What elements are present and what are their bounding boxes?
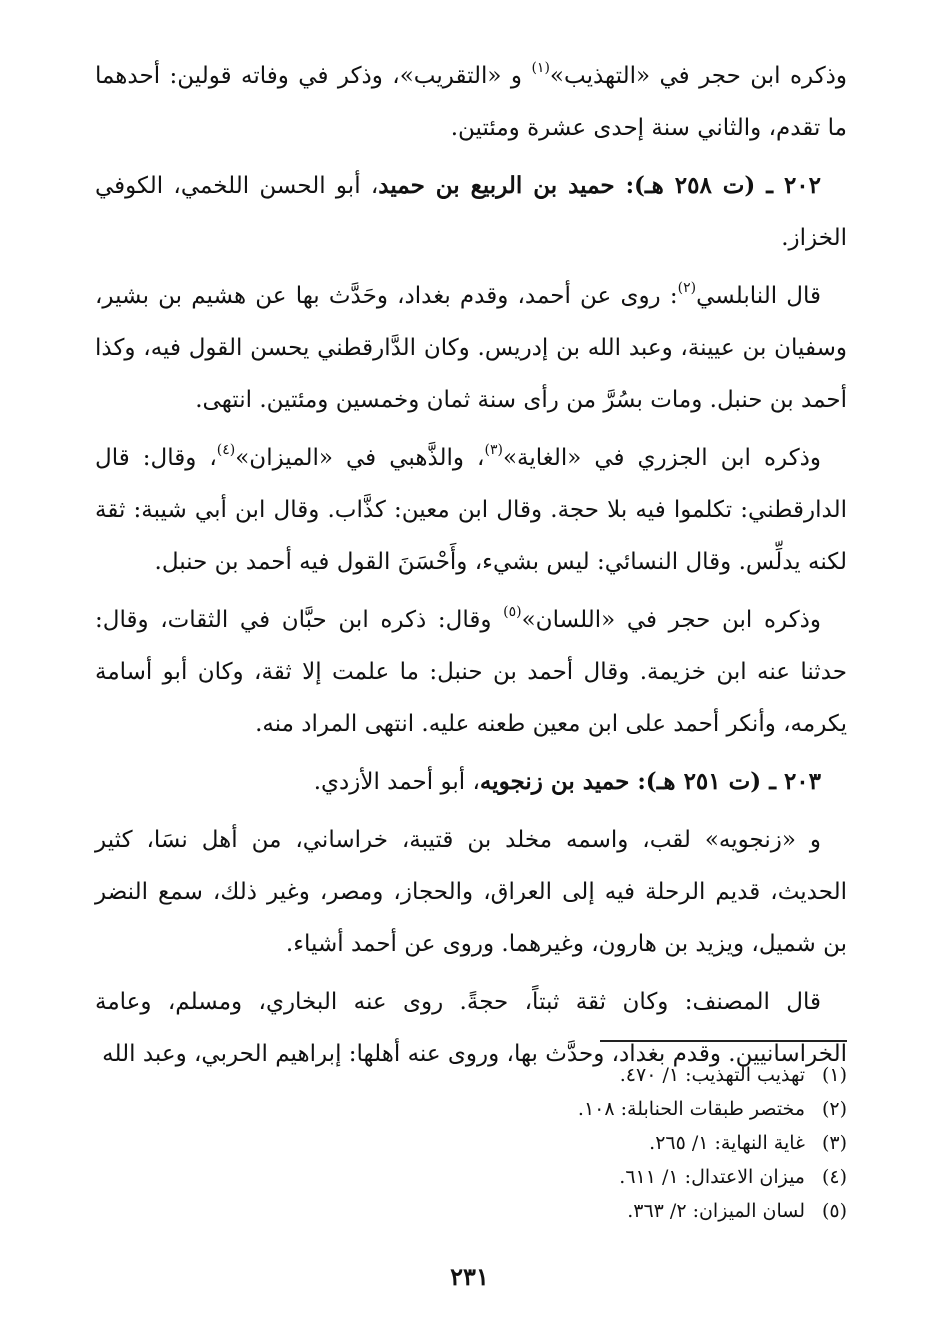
footnote-number: (١) — [821, 1064, 847, 1086]
paragraph-text: ، وقال: قال الدارقطني: تكلموا فيه بلا حجة. وقال ابن معين: كذَّاب. وقال ابن أبي شيبة: ثقة لكنه يدلِّس. وقال النسائي: ليس بشيء، وأَحْسَنَ القول فيه أحمد بن حنبل. — [95, 445, 847, 575]
footnote-ref: (٣) — [484, 442, 503, 459]
footnote-text: تهذيب التهذيب: ١/ ٤٧٠. — [619, 1064, 805, 1086]
paragraph-text: ، والذَّهبي في «الميزان» — [235, 445, 485, 471]
footnotes — [447, 1058, 847, 1228]
paragraph — [95, 432, 847, 588]
paragraph-text: ، أبو أحمد الأزدي. — [313, 769, 480, 795]
footnote-ref: (٥) — [503, 604, 522, 621]
footnote-ref: (٤) — [216, 442, 236, 459]
footnote-text: لسان الميزان: ٢/ ٣٦٣. — [627, 1200, 805, 1222]
footnote-item — [447, 1058, 847, 1092]
paragraph-text: قال النابلسي — [696, 283, 821, 309]
footnote-number: (٢) — [821, 1098, 847, 1120]
paragraph-text: و «زنجويه» لقب، واسمه مخلد بن قتيبة، خراساني، من أهل نسَا، كثير الحديث، قديم الرحلة فيه إلى العراق، والحجاز، ومصر، وغير ذلك، سمع النضر بن شميل، ويزيد بن هارون، وغيرهما. وروى عن أحمد أشياء. — [95, 827, 847, 957]
entry-title: ٢٠٣ ـ (ت ٢٥١ هـ): حميد بن زنجويه — [479, 768, 821, 795]
paragraph — [95, 814, 847, 970]
footnote-text: ميزان الاعتدال: ١/ ٦١١. — [619, 1166, 805, 1188]
page-number: ٢٣١ — [450, 1262, 489, 1291]
footnote-item — [447, 1160, 847, 1194]
footnote-item — [447, 1092, 847, 1126]
footnote-ref: (٢) — [677, 280, 697, 297]
paragraph — [95, 50, 847, 154]
footnote-text: غاية النهاية: ١/ ٢٦٥. — [649, 1132, 805, 1154]
footnote-number: (٤) — [821, 1166, 847, 1188]
paragraph-text: : روى عن أحمد، وقدم بغداد، وحَدَّث بها عن هشيم بن بشير، وسفيان بن عيينة، وعبد الله بن إدريس. وكان الدَّارقطني يحسن القول فيه، وكذا أحمد بن حنبل. ومات بسُرَّ من رأى سنة ثمان وخمسين ومئتين. انتهى. — [95, 283, 847, 413]
paragraph-text: وذكره ابن حجر في «التهذيب» — [549, 63, 847, 89]
paragraph — [95, 594, 847, 750]
footnote-divider — [600, 1040, 847, 1042]
paragraph-text: قال المصنف: وكان ثقة ثبتاً، حجةً. روى عنه البخاري، ومسلم، وعامة الخراسانيين. وقدم بغداد، وحدَّث بها، وروى عنه أهلها: إبراهيم الحربي، وعبد الله — [95, 989, 847, 1067]
footnote-number: (٥) — [821, 1200, 847, 1222]
paragraph-text: ، أبو الحسن اللخمي، الكوفي الخزاز. — [95, 173, 847, 251]
entry-heading — [95, 756, 847, 808]
paragraph — [95, 270, 847, 426]
footnote-ref: (١) — [531, 60, 550, 77]
page-body — [95, 50, 847, 1086]
paragraph-text: وقال: ذكره ابن حبَّان في الثقات، وقال: حدثنا عنه ابن خزيمة. وقال أحمد بن حنبل: ما علمت إلا ثقة، وكان أبو أسامة يكرمه، وأنكر أحمد على ابن معين طعنه عليه. انتهى المراد منه. — [95, 607, 847, 737]
footnote-number: (٣) — [821, 1132, 847, 1154]
paragraph-text: وذكره ابن حجر في «اللسان» — [521, 607, 822, 633]
paragraph-text: وذكره ابن الجزري في «الغاية» — [502, 445, 821, 471]
footnote-item — [447, 1126, 847, 1160]
footnote-item — [447, 1194, 847, 1228]
footnote-text: مختصر طبقات الحنابلة: ١٠٨. — [577, 1098, 805, 1120]
entry-heading — [95, 160, 847, 264]
entry-title: ٢٠٢ ـ (ت ٢٥٨ هـ): حميد بن الربيع بن حميد — [378, 172, 822, 199]
paragraph-text: و «التقريب»، وذكر في وفاته قولين: أحدهما ما تقدم، والثاني سنة إحدى عشرة ومئتين. — [95, 63, 847, 141]
